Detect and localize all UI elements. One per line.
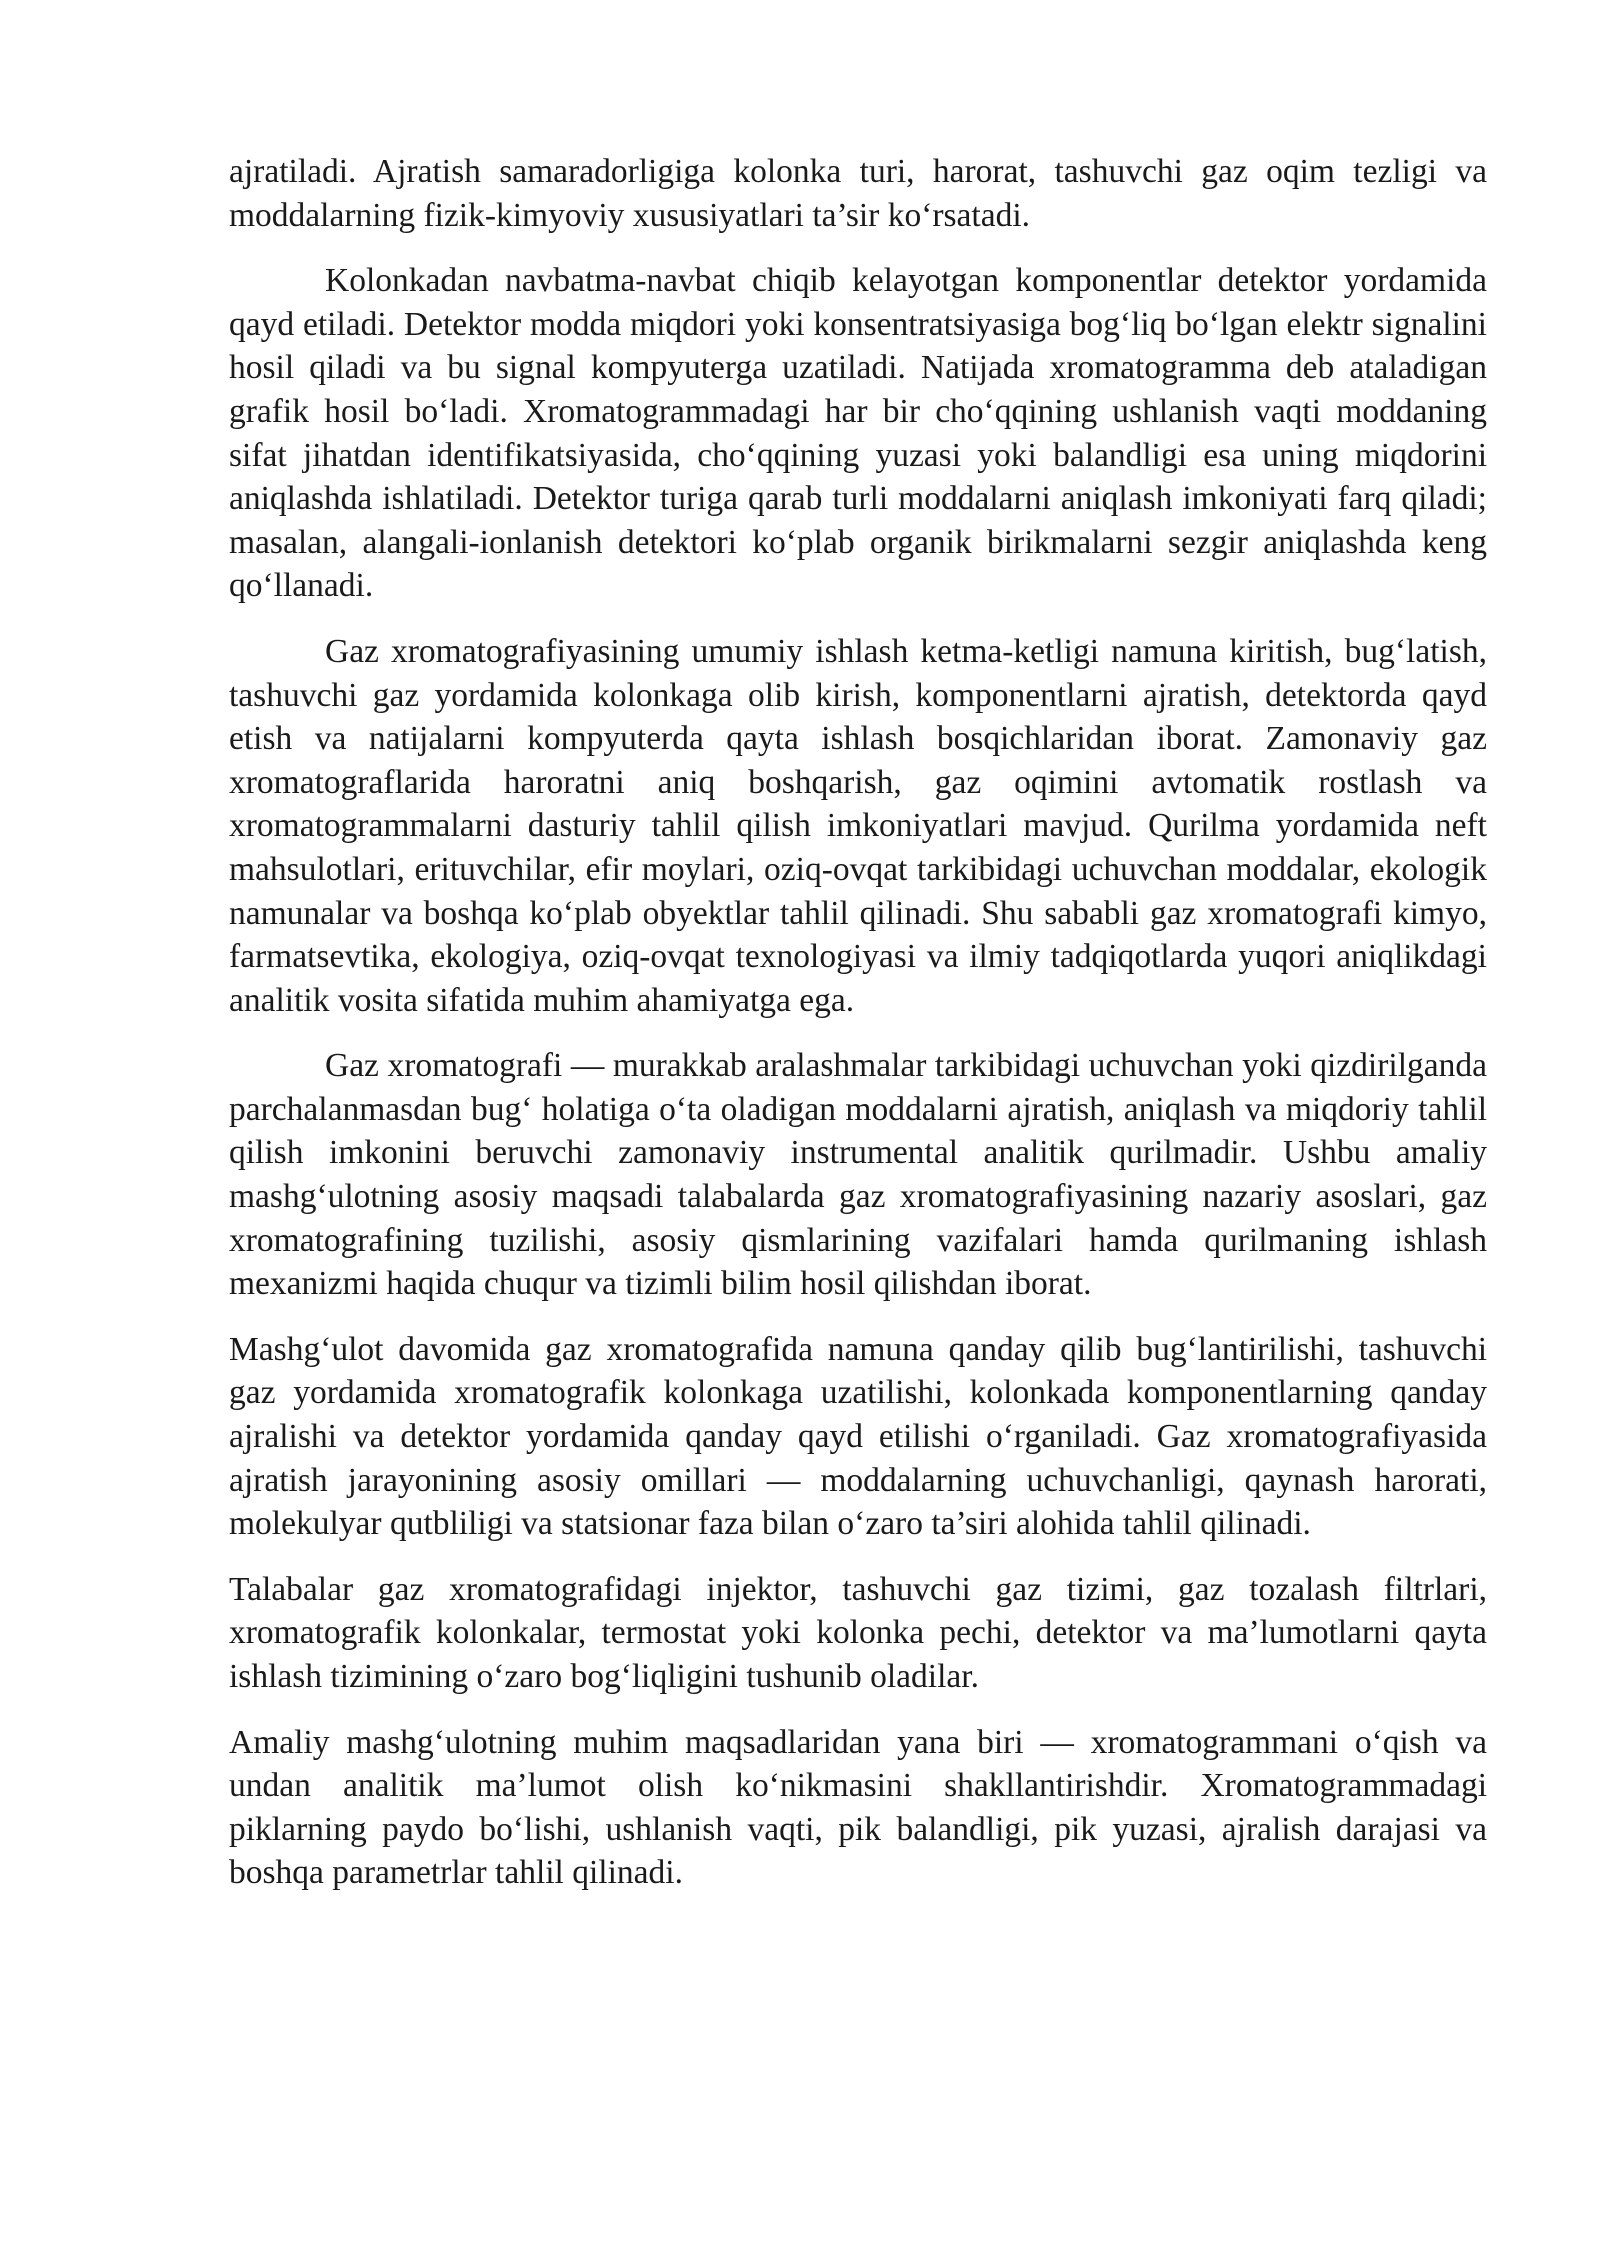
paragraph-2: Kolonkadan navbatma-navbat chiqib kelayotgan komponentlar detektor yordamida qayd etiladi. Detektor modda miqdori yoki konsentratsiyasiga bog‘liq bo‘lgan elektr signalini hosil qiladi va bu signal kompyuterga uzatiladi. Natijada xromatogramma deb ataladigan grafik hosil bo‘ladi. Xromatogrammadagi har bir cho‘qqining ushlanish vaqti moddaning sifat jihatdan identifikatsiyasida, cho‘qqining yuzasi yoki balandligi esa uning miqdorini aniqlashda ishlatiladi. Detektor turiga qarab turli moddalarni aniqlash imkoniyati farq qiladi; masalan, alangali-ionlanish detektori ko‘plab organik birikmalarni sezgir aniqlashda keng qo‘llanadi. [229, 262, 1487, 605]
paragraph-1: ajratiladi. Ajratish samaradorligiga kolonka turi, harorat, tashuvchi gaz oqim tezligi va moddalarning fizik-kimyoviy xususiyatlari ta’sir ko‘rsatadi. [229, 153, 1487, 234]
document-body [229, 150, 1487, 1917]
paragraph-3: Gaz xromatografiyasining umumiy ishlash ketma-ketligi namuna kiritish, bug‘latish, tashuvchi gaz yordamida kolonkaga olib kirish, komponentlarni ajratish, detektorda qayd etish va natijalarni kompyuterda qayta ishlash bosqichlaridan iborat. Zamonaviy gaz xromatograflarida haroratni aniq boshqarish, gaz oqimini avtomatik rostlash va xromatogrammalarni dasturiy tahlil qilish imkoniyatlari mavjud. Qurilma yordamida neft mahsulotlari, erituvchilar, efir moylari, oziq-ovqat tarkibidagi uchuvchan moddalar, ekologik namunalar va boshqa ko‘plab obyektlar tahlil qilinadi. Shu sababli gaz xromatografi kimyo, farmatsevtika, ekologiya, oziq-ovqat texnologiyasi va ilmiy tadqiqotlarda yuqori aniqlikdagi analitik vosita sifatida muhim ahamiyatga ega. [229, 632, 1487, 1019]
paragraph-5: Mashg‘ulot davomida gaz xromatografida namuna qanday qilib bug‘lantirilishi, tashuvchi gaz yordamida xromatografik kolonkaga uzatilishi, kolonkada komponentlarning qanday ajralishi va detektor yordamida qanday qayd etilishi o‘rganiladi. Gaz xromatografiyasida ajratish jarayonining asosiy omillari — moddalarning uchuvchanligi, qaynash harorati, molekulyar qutbliligi va statsionar faza bilan o‘zaro ta’siri alohida tahlil qilinadi. [229, 1330, 1487, 1543]
paragraph-6: Talabalar gaz xromatografidagi injektor, tashuvchi gaz tizimi, gaz tozalash filtrlari, xromatografik kolonkalar, termostat yoki kolonka pechi, detektor va ma’lumotlarni qayta ishlash tizimining o‘zaro bog‘liqligini tushunib oladilar. [229, 1570, 1487, 1695]
paragraph-7: Amaliy mashg‘ulotning muhim maqsadlaridan yana biri — xromatogrammani o‘qish va undan analitik ma’lumot olish ko‘nikmasini shakllantirishdir. Xromatogrammadagi piklarning paydo bo‘lishi, ushlanish vaqti, pik balandligi, pik yuzasi, ajralish darajasi va boshqa parametrlar tahlil qilinadi. [229, 1723, 1487, 1892]
paragraph-4: Gaz xromatografi — murakkab aralashmalar tarkibidagi uchuvchan yoki qizdirilganda parchalanmasdan bug‘ holatiga o‘ta oladigan moddalarni ajratish, aniqlash va miqdoriy tahlil qilish imkonini beruvchi zamonaviy instrumental analitik qurilmadir. Ushbu amaliy mashg‘ulotning asosiy maqsadi talabalarda gaz xromatografiyasining nazariy asoslari, gaz xromatografining tuzilishi, asosiy qismlarining vazifalari hamda qurilmaning ishlash mexanizmi haqida chuqur va tizimli bilim hosil qilishdan iborat. [229, 1047, 1487, 1303]
